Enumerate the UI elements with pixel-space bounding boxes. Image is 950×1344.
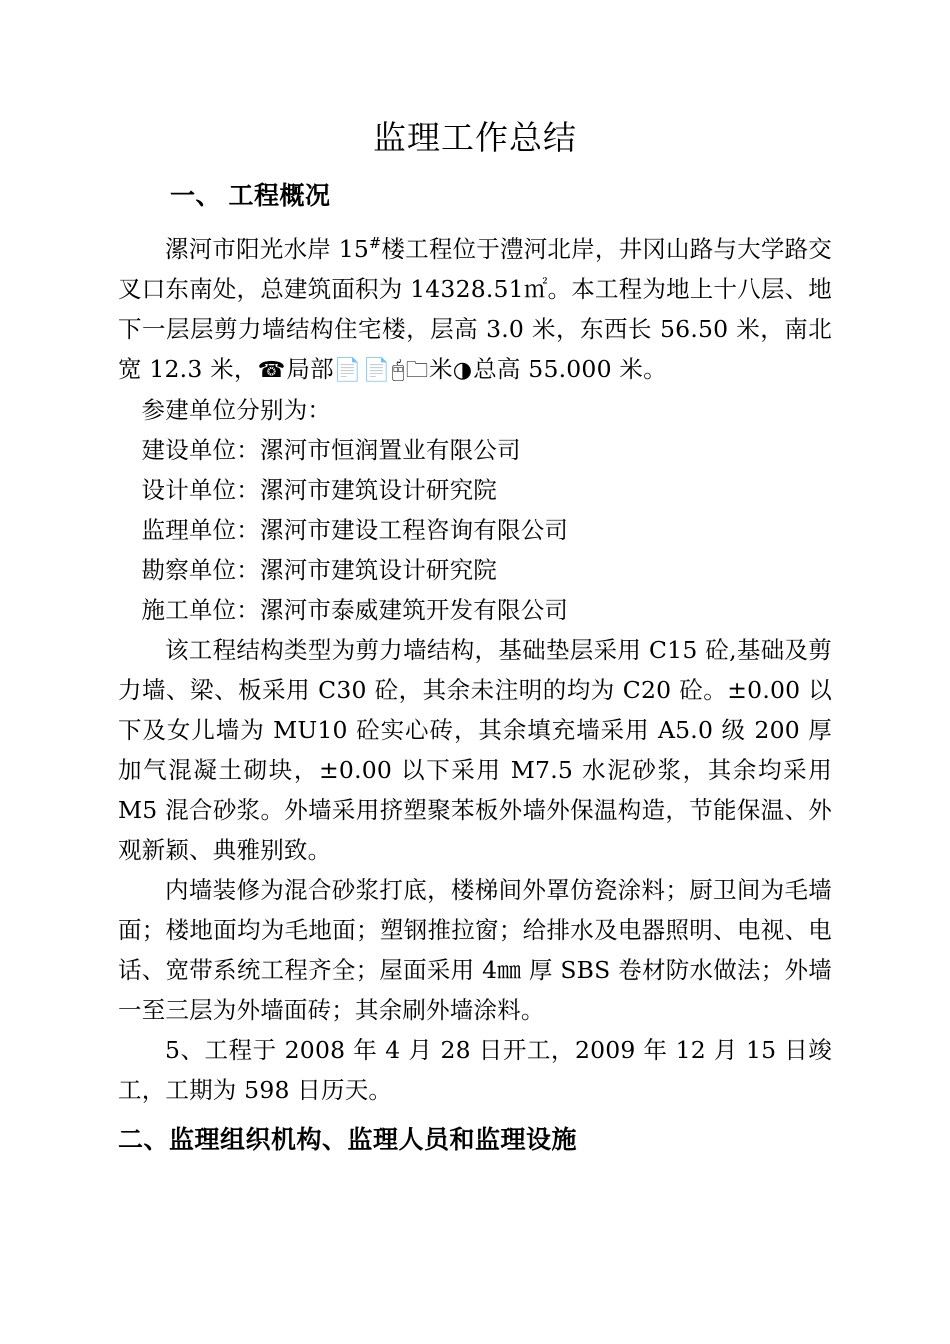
unit-line-contractor: 施工单位：漯河市泰威建筑开发有限公司 [141, 596, 569, 625]
half-moon-icon: ◑ [452, 357, 474, 384]
para1-segment-b: 楼工程位于澧河北岸，井冈山路与大学路交叉口东南处，总建筑面积为 14328.51 [118, 235, 832, 304]
para1-segment-c: 。本工程为地上十八层、地下一层层剪力墙结构住宅楼，层高 3.0 米，东西长 56.50 米，南北宽 12.3 米， [118, 275, 832, 384]
section-heading-one: 一、 工程概况 [170, 181, 331, 210]
paragraph-interior-finishes: 内墙装修为混合砂浆打底，楼梯间外罩仿瓷涂料；厨卫间为毛墙面；楼地面均为毛地面；塑钢推拉窗；给排水及电器照明、电视、电话、宽带系统工程齐全；屋面采用 4㎜ 厚 SBS 卷材防水做法；外墙一至三层为外墙面砖；其余刷外墙涂料。 [118, 876, 832, 1025]
unit-line-supervision: 监理单位：漯河市建设工程咨询有限公司 [141, 516, 569, 545]
unit-line-design: 设计单位：漯河市建筑设计研究院 [141, 476, 497, 505]
paragraph-structure-materials: 该工程结构类型为剪力墙结构，基础垫层采用 C15 砼,基础及剪力墙、梁、板采用 C30 砼，其余未注明的均为 C20 砼。±0.00 以下及女儿墙为 MU10 砼实心砖，其余填充墙采用 A5.0 级 200 厚加气混凝土砌块，±0.00 以下采用 M7.5 水泥砂浆，其余均采用 M5 混合砂浆。外墙采用挤塑聚苯板外墙外保温构造，节能保温、外观新颖、典雅别致。 [118, 636, 832, 865]
telephone-icon: ☎ [257, 357, 287, 384]
section-heading-two: 二、监理组织机构、监理人员和监理设施 [118, 1126, 578, 1155]
participating-units-lead: 参建单位分别为： [141, 396, 332, 425]
para1-segment-e: 米 [429, 355, 453, 384]
unit-line-survey: 勘察单位：漯河市建筑设计研究院 [141, 556, 497, 585]
para1-segment-a: 漯河市阳光水岸 15 [165, 235, 369, 264]
para1-segment-d: 局部 [286, 355, 334, 384]
paragraph-project-overview [118, 229, 832, 390]
paragraph-schedule: 5、工程于 2008 年 4 月 28 日开工，2009 年 12 月 15 日竣工，工期为 598 日历天。 [118, 1036, 832, 1105]
document-symbols-icon: 📄📄🖰🗀 [333, 357, 430, 384]
para1-area-unit: ㎡ [523, 275, 548, 304]
para1-segment-f: 总高 55.000 米。 [473, 355, 667, 384]
page-title: 监理工作总结 [373, 118, 577, 157]
para1-superscript-hash: # [369, 235, 382, 253]
document-body [0, 213, 950, 1110]
unit-line-construction-owner: 建设单位：漯河市恒润置业有限公司 [141, 436, 521, 465]
